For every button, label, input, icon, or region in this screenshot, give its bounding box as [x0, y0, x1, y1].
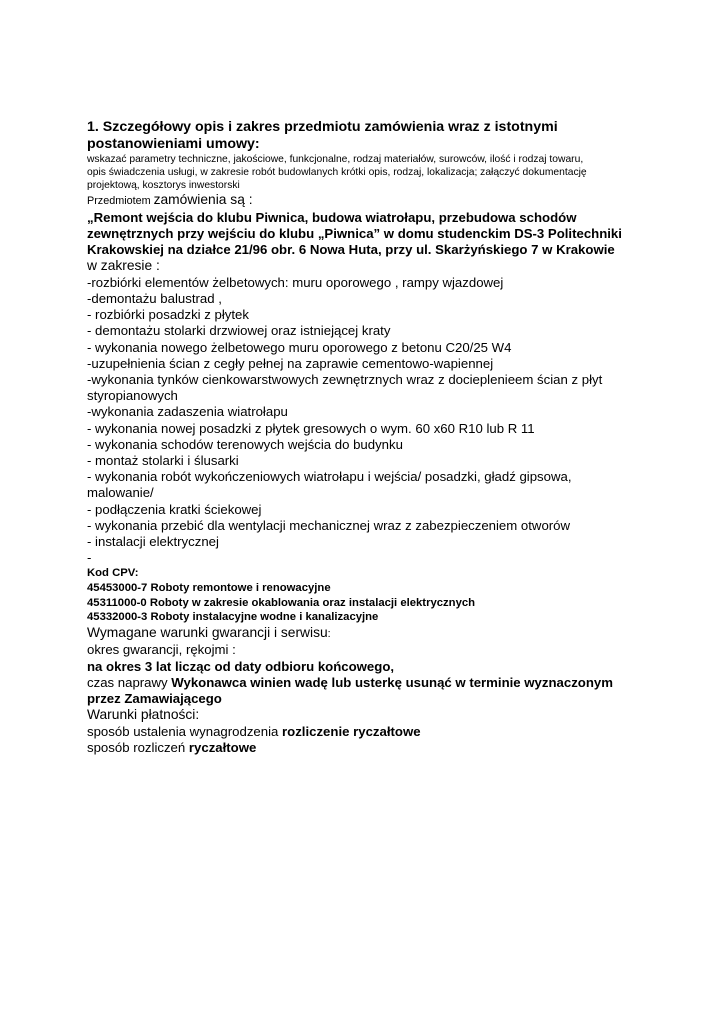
scope-item: - rozbiórki posadzki z płytek	[87, 307, 249, 323]
subject-title-line-2: zewnętrznych przy wejściu do klubu „Piwnica” w domu studenckim DS-3 Politechniki	[87, 225, 622, 241]
warranty-period-label: okres gwarancji, rękojmi :	[87, 642, 236, 658]
section-heading-line-1: 1. Szczegółowy opis i zakres przedmiotu zamówienia wraz z istotnymi	[87, 119, 558, 135]
subject-title-line-3: Krakowskiej na działce 21/96 obr. 6 Nowa Huta, przy ul. Skarżyńskiego 7 w Krakowie	[87, 242, 615, 257]
scope-item: -wykonania tynków cienkowarstwowych zewnętrznych wraz z docieplenieem ścian z płyt	[87, 372, 603, 388]
warranty-repair-line	[87, 675, 647, 691]
scope-item: - wykonania robót wykończeniowych wiatrołapu i wejścia/ posadzki, gładź gipsowa,	[87, 469, 572, 485]
scope-item: - wykonania nowej posadzki z płytek gresowych o wym. 60 x60 R10 lub R 11	[87, 420, 535, 436]
warranty-heading-text: Wymagane warunki gwarancji i serwisu	[87, 624, 328, 640]
cpv-code: 45453000-7 Roboty remontowe i renowacyjne	[87, 582, 331, 595]
instruction-line-2: opis świadczenia usługi, w zakresie robót budowlanych krótki opis, rodzaj, lokalizacja; załączyć dokumentację	[87, 167, 587, 178]
scope-item: - montaż stolarki i ślusarki	[87, 453, 239, 469]
scope-item: - wykonania schodów terenowych wejścia do budynku	[87, 436, 403, 452]
scope-item: -uzupełnienia ścian z cegły pełnej na zaprawie cementowo-wapiennej	[87, 355, 494, 371]
subject-title-line-1: „Remont wejścia do klubu Piwnica, budowa wiatrołapu, przebudowa schodów	[87, 209, 577, 225]
scope-item: styropianowych	[87, 388, 178, 404]
scope-item: -rozbiórki elementów żelbetowych: muru oporowego , rampy wjazdowej	[87, 274, 504, 290]
payment-line-1	[87, 724, 647, 740]
payment-line-2	[87, 740, 647, 756]
payment-line-1-label: sposób ustalenia wynagrodzenia	[87, 723, 283, 739]
subject-intro	[87, 192, 647, 210]
scope-item: - wykonania przebić dla wentylacji mechanicznej wraz z zabezpieczeniem otworów	[87, 517, 571, 533]
payment-line-1-value: rozliczenie ryczałtowe	[282, 723, 421, 739]
document-body	[87, 119, 647, 756]
subject-intro-a: Przedmiotem	[87, 195, 154, 207]
cpv-code: 45332000-3 Roboty instalacyjne wodne i kanalizacyjne	[87, 611, 379, 624]
warranty-repair-value-continued: przez Zamawiającego	[87, 691, 222, 707]
subject-intro-b: zamówienia są :	[153, 192, 253, 207]
payment-line-2-value: ryczałtowe	[188, 740, 257, 756]
scope-label: w zakresie :	[87, 258, 160, 274]
payment-heading: Warunki płatności:	[87, 707, 200, 723]
section-heading-line-2: postanowieniami umowy:	[87, 136, 260, 152]
cpv-label: Kod CPV:	[87, 567, 139, 580]
scope-item: - wykonania nowego żelbetowego muru oporowego z betonu C20/25 W4	[87, 339, 512, 355]
warranty-repair-label: czas naprawy	[87, 674, 172, 690]
scope-item: -	[87, 550, 92, 566]
instruction-line-3: projektową, kosztorys inwestorski	[87, 180, 240, 191]
warranty-heading-colon: :	[327, 627, 331, 640]
scope-item: -wykonania zadaszenia wiatrołapu	[87, 404, 288, 420]
scope-item: - demontażu stolarki drzwiowej oraz istniejącej kraty	[87, 323, 391, 339]
warranty-period-value: na okres 3 lat licząc od daty odbioru końcowego,	[87, 658, 395, 674]
instruction-line-1: wskazać parametry techniczne, jakościowe, funkcjonalne, rodzaj materiałów, surowców, ilość i rodzaj towaru,	[87, 154, 584, 165]
scope-item: -demontażu balustrad ,	[87, 291, 222, 306]
warranty-repair-value: Wykonawca winien wadę lub usterkę usunąć w terminie wyznaczonym	[171, 674, 613, 690]
payment-line-2-label: sposób rozliczeń	[87, 740, 189, 756]
cpv-code: 45311000-0 Roboty w zakresie okablowania oraz instalacji elektrycznych	[87, 596, 476, 609]
scope-list	[87, 275, 647, 567]
scope-item: malowanie/	[87, 485, 154, 501]
scope-item: - podłączenia kratki ściekowej	[87, 501, 262, 517]
scope-item: - instalacji elektrycznej	[87, 534, 219, 550]
warranty-heading	[87, 625, 647, 643]
